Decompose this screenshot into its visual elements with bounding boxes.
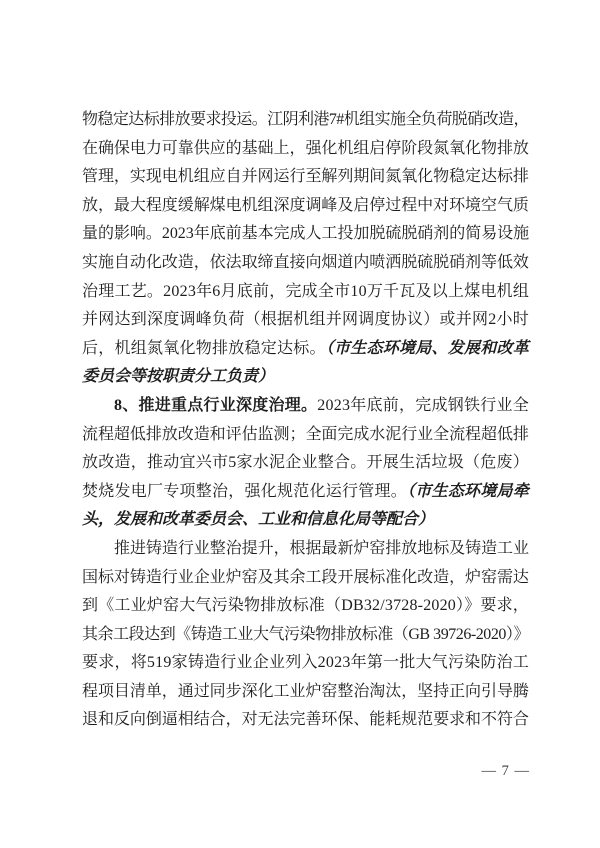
line-content xyxy=(82,140,529,157)
text-segment: 2023年底前，完成钢铁行业全 xyxy=(317,396,530,414)
section-heading: 8、推进重点行业深度治理。 xyxy=(114,396,318,414)
line-content xyxy=(82,711,529,728)
text-segment: 物稳定达标排放要求投运。江阴利港7#机组实施全负荷脱硝改造， xyxy=(82,111,529,128)
text-line xyxy=(114,535,529,564)
text-line xyxy=(82,220,529,249)
text-segment: 并网达到深度调峰负荷（根据机组并网调度协议）或并网2小时 xyxy=(82,311,530,329)
line-content xyxy=(82,683,529,700)
text-segment: 国标对铸造行业企业炉窑及其余工段开展标准化改造，炉窑需达 xyxy=(82,568,529,586)
text-segment: 后，机组氮氧化物排放稳定达标。 xyxy=(82,339,326,357)
line-content xyxy=(82,340,529,357)
line-content xyxy=(82,311,529,328)
text-segment: 推进铸造行业整治提升，根据最新炉窑排放地标及铸造工业 xyxy=(114,539,529,557)
line-content xyxy=(82,597,529,614)
line-content xyxy=(82,483,529,500)
text-segment: 程项目清单，通过同步深化工业炉窑整治淘汰，坚持正向引导腾 xyxy=(82,682,529,700)
line-content xyxy=(82,654,529,671)
line-content xyxy=(82,626,529,643)
text-line xyxy=(82,649,529,678)
text-line xyxy=(82,249,529,278)
text-segment: 放改造，推动宜兴市5家水泥企业整合。开展生活垃圾（危废） xyxy=(82,454,530,472)
text-segment: 放，最大程度缓解煤电机组深度调峰及启停过程中对环境空气质 xyxy=(82,196,529,214)
text-line xyxy=(114,392,529,421)
text-segment: 量的影响。2023年底前基本完成人工投加脱硫脱硝剂的简易设施 xyxy=(82,225,530,243)
text-segment: 管理，实现电机组应自并网运行至解列期间氮氧化物稳定达标排 xyxy=(82,168,529,186)
text-line xyxy=(82,678,529,707)
text-line xyxy=(82,478,529,507)
page-number: — 7 — xyxy=(481,763,530,779)
line-content xyxy=(82,511,434,528)
responsibility-note: 委员会等按职责分工负责） xyxy=(82,368,275,386)
text-segment: 治理工艺。2023年6月底前，完成全市10万千瓦及以上煤电机组 xyxy=(82,282,530,300)
line-content xyxy=(82,197,529,214)
text-line xyxy=(82,449,529,478)
text-line xyxy=(82,621,529,650)
text-line xyxy=(82,363,529,392)
responsibility-note: （市生态环境局、发展和改革 xyxy=(325,339,530,357)
text-line xyxy=(82,564,529,593)
line-content xyxy=(82,569,529,586)
text-line xyxy=(82,592,529,621)
text-line xyxy=(82,135,529,164)
text-line xyxy=(82,278,529,307)
text-line xyxy=(82,163,529,192)
text-line xyxy=(82,106,529,135)
line-content xyxy=(82,225,529,242)
line-content xyxy=(82,454,529,471)
line-content xyxy=(82,368,274,385)
text-segment: 实施自动化改造，依法取缔直接向烟道内喷洒脱硫脱硝剂等低效 xyxy=(82,253,529,271)
line-content xyxy=(82,426,529,443)
text-line xyxy=(82,192,529,221)
text-segment: 到《工业炉窑大气污染物排放标准（DB32/3728-2020）》要求， xyxy=(82,597,530,615)
responsibility-note: （市生态环境局牵 xyxy=(407,482,530,500)
text-line xyxy=(82,506,529,535)
text-line xyxy=(82,335,529,364)
text-segment: 要求，将519家铸造行业企业列入2023年第一批大气污染防治工 xyxy=(82,654,530,672)
line-content xyxy=(82,254,529,271)
line-content xyxy=(82,168,529,185)
text-segment: 焚烧发电厂专项整治，强化规范化运行管理。 xyxy=(82,482,408,500)
document-body xyxy=(82,106,529,735)
text-segment: 退和反向倒逼相结合，对无法完善环保、能耗规范要求和不符合 xyxy=(82,711,529,729)
text-segment: 在确保电力可靠供应的基础上，强化机组启停阶段氮氧化物排放 xyxy=(82,139,529,157)
text-segment: 流程超低排放改造和评估监测；全面完成水泥行业全流程超低排 xyxy=(82,425,529,443)
line-content xyxy=(114,540,529,557)
responsibility-note: 头，发展和改革委员会、工业和信息化局等配合） xyxy=(82,511,435,529)
text-line xyxy=(82,306,529,335)
text-line xyxy=(82,421,529,450)
line-content xyxy=(82,111,529,128)
text-segment: 其余工段达到《铸造工业大气污染物排放标准（GB 39726-2020）》 xyxy=(82,625,529,643)
line-content xyxy=(114,397,529,414)
line-content xyxy=(82,283,529,300)
text-line xyxy=(82,706,529,735)
